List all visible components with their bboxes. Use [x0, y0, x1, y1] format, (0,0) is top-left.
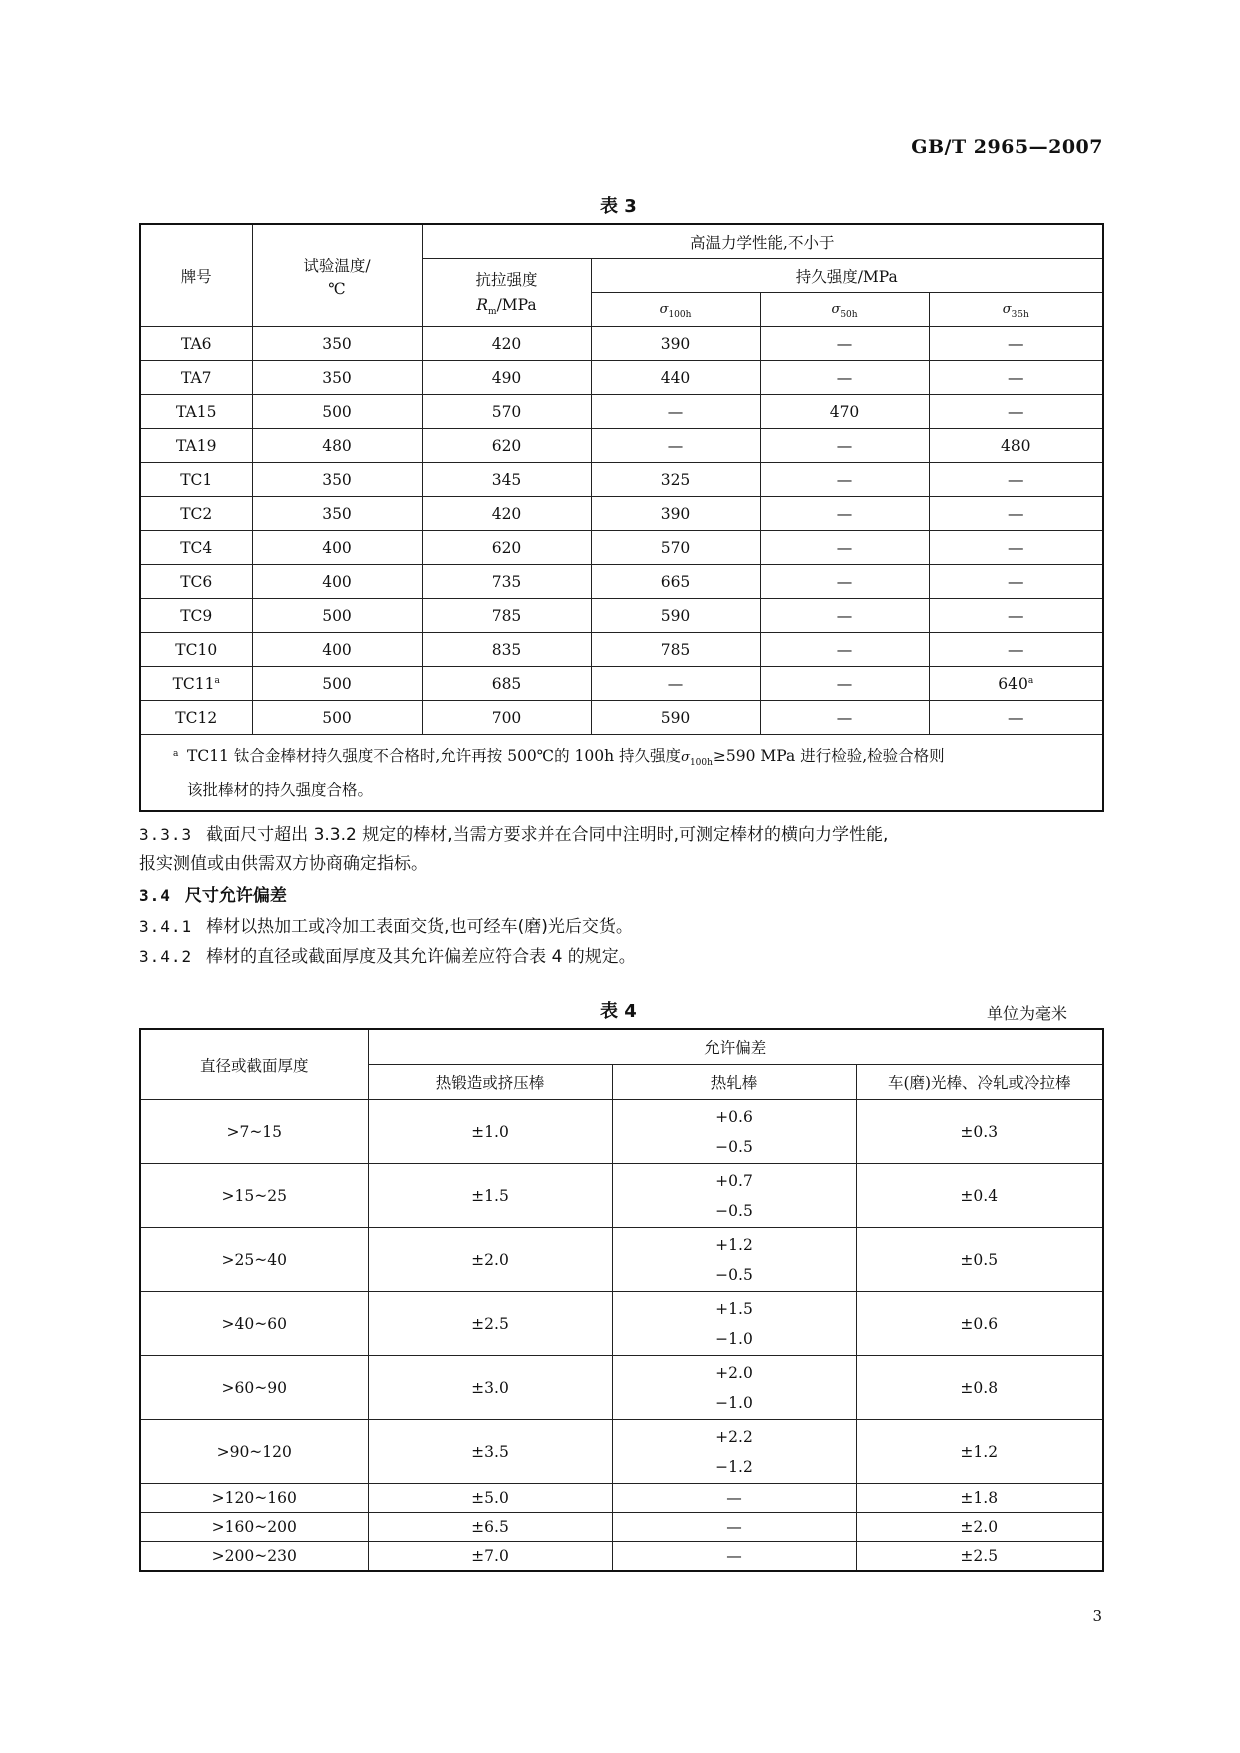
th-test-temp-line2: ℃	[328, 279, 346, 298]
cell-s35: —	[929, 497, 1103, 531]
grade-text: TC4	[180, 538, 213, 557]
cell-s100: 590	[591, 599, 760, 633]
cell-machined: ±2.0	[856, 1513, 1103, 1542]
table-row	[140, 633, 1103, 667]
footnote-text-1: TC11 钛合金棒材持久强度不合格时,允许再按 500℃的 100h 持久强度	[187, 747, 682, 765]
cell-s100: 390	[591, 327, 760, 361]
cell-grade	[140, 429, 252, 463]
sigma-50h-sub: 50h	[840, 310, 858, 321]
cell-dimension: >160~200	[140, 1513, 368, 1542]
cell-grade	[140, 463, 252, 497]
cell-grade	[140, 599, 252, 633]
cell-machined: ±0.8	[856, 1356, 1103, 1420]
cell-rm: 490	[422, 361, 591, 395]
sigma-35h-sub: 35h	[1011, 310, 1029, 321]
table-row	[140, 701, 1103, 735]
table-row	[140, 1542, 1103, 1572]
cell-grade	[140, 327, 252, 361]
table4-unit-note: 单位为毫米	[987, 1004, 1068, 1023]
cell-rm: 835	[422, 633, 591, 667]
cell-s100: —	[591, 429, 760, 463]
th-creep: 持久强度/MPa	[591, 259, 1103, 293]
cell-rm: 345	[422, 463, 591, 497]
cell-s50: —	[760, 667, 929, 701]
cell-s100: —	[591, 667, 760, 701]
cell-s100: 785	[591, 633, 760, 667]
cell-s50: —	[760, 361, 929, 395]
table-row	[140, 1228, 1103, 1292]
sigma-symbol: σ	[681, 750, 690, 765]
clause-number: 3.4.1	[139, 917, 193, 936]
table3-footnote-row	[140, 735, 1103, 812]
footnote-sigma-sub: 100h	[689, 758, 713, 769]
footnote-text-2: ≥590 MPa 进行检验,检验合格则	[712, 747, 945, 765]
sigma-100h-sub: 100h	[668, 310, 692, 321]
cell-forged: ±1.5	[368, 1164, 612, 1228]
rolled-minus: −0.5	[715, 1265, 753, 1284]
cell-s35: —	[929, 531, 1103, 565]
grade-text: TA6	[180, 334, 212, 353]
cell-rm: 785	[422, 599, 591, 633]
cell-s35: —	[929, 633, 1103, 667]
cell-temp: 480	[252, 429, 422, 463]
cell-s50: —	[760, 497, 929, 531]
rolled-minus: −0.5	[715, 1137, 753, 1156]
grade-text: TC2	[180, 504, 213, 523]
s35-value: 640	[998, 674, 1028, 693]
cell-rm: 700	[422, 701, 591, 735]
cell-s100: 325	[591, 463, 760, 497]
th-allowed-deviation: 允许偏差	[368, 1029, 1103, 1065]
th-forged: 热锻造或挤压棒	[368, 1065, 612, 1100]
table-row	[140, 667, 1103, 701]
page-number: 3	[1092, 1607, 1102, 1625]
cell-temp: 350	[252, 463, 422, 497]
grade-text: TC10	[175, 640, 218, 659]
footnote-mark: a	[1027, 675, 1034, 686]
table3-caption: 表 3	[600, 196, 637, 217]
cell-forged: ±6.5	[368, 1513, 612, 1542]
grade-text: TC9	[180, 606, 213, 625]
cell-temp: 500	[252, 701, 422, 735]
grade-text: TC11	[172, 674, 215, 693]
cell-forged: ±2.0	[368, 1228, 612, 1292]
cell-temp: 400	[252, 565, 422, 599]
cell-rolled	[612, 1292, 856, 1356]
cell-dimension: >25~40	[140, 1228, 368, 1292]
cell-forged: ±5.0	[368, 1484, 612, 1513]
table-row	[140, 361, 1103, 395]
th-grade: 牌号	[140, 224, 252, 327]
cell-s35: —	[929, 361, 1103, 395]
footnote-mark: a	[214, 675, 220, 686]
th-tensile-line2	[423, 296, 591, 317]
cell-forged: ±1.0	[368, 1100, 612, 1164]
cell-dimension: >200~230	[140, 1542, 368, 1572]
th-tensile-line1: 抗拉强度	[475, 270, 538, 289]
cell-grade	[140, 701, 252, 735]
cell-s50: —	[760, 463, 929, 497]
table-row	[140, 1420, 1103, 1484]
th-sigma-100h	[591, 293, 760, 327]
table-row	[140, 565, 1103, 599]
cell-dimension: >90~120	[140, 1420, 368, 1484]
cell-rolled: —	[612, 1542, 856, 1572]
th-sigma-35h	[929, 293, 1103, 327]
cell-machined: ±0.6	[856, 1292, 1103, 1356]
cell-s100: 590	[591, 701, 760, 735]
cell-machined: ±0.3	[856, 1100, 1103, 1164]
grade-text: TA19	[176, 436, 217, 455]
standard-number: GB/T 2965—2007	[911, 136, 1103, 158]
cell-forged: ±2.5	[368, 1292, 612, 1356]
cell-s50: —	[760, 531, 929, 565]
th-high-temp-props: 高温力学性能,不小于	[422, 224, 1103, 259]
th-sigma-50h	[760, 293, 929, 327]
th-machined: 车(磨)光棒、冷轧或冷拉棒	[856, 1065, 1103, 1100]
cell-s100: 440	[591, 361, 760, 395]
cell-s35: —	[929, 599, 1103, 633]
table3-footnote	[140, 735, 1103, 812]
section-number: 3.4	[139, 886, 171, 905]
table-row	[140, 1484, 1103, 1513]
clause-number: 3.4.2	[139, 947, 193, 966]
cell-rolled	[612, 1100, 856, 1164]
table-row	[140, 327, 1103, 361]
cell-rm: 620	[422, 531, 591, 565]
table-row	[140, 1292, 1103, 1356]
clause-3-4-1	[139, 912, 1111, 942]
cell-s100: 665	[591, 565, 760, 599]
table-row	[140, 1164, 1103, 1228]
cell-dimension: >7~15	[140, 1100, 368, 1164]
cell-s50: —	[760, 633, 929, 667]
cell-grade	[140, 497, 252, 531]
cell-forged: ±3.0	[368, 1356, 612, 1420]
cell-s35: —	[929, 565, 1103, 599]
clause-text: 棒材的直径或截面厚度及其允许偏差应符合表 4 的规定。	[206, 947, 636, 967]
sigma-symbol: σ	[1002, 301, 1012, 317]
table-row	[140, 531, 1103, 565]
th-test-temp-line1: 试验温度/	[303, 256, 371, 275]
cell-forged: ±3.5	[368, 1420, 612, 1484]
sigma-symbol: σ	[831, 301, 841, 317]
cell-grade	[140, 667, 252, 701]
cell-s35: 480	[929, 429, 1103, 463]
cell-s50: 470	[760, 395, 929, 429]
section-3-4-heading	[139, 881, 1111, 911]
cell-rolled: —	[612, 1484, 856, 1513]
table-row	[140, 1100, 1103, 1164]
table-row	[140, 497, 1103, 531]
cell-temp: 400	[252, 633, 422, 667]
clause-text: 报实测值或由供需双方协商确定指标。	[139, 854, 428, 874]
rolled-plus: +0.7	[715, 1171, 753, 1190]
table-row	[140, 429, 1103, 463]
cell-temp: 500	[252, 599, 422, 633]
rolled-minus: −1.0	[715, 1393, 753, 1412]
table-row	[140, 599, 1103, 633]
cell-forged: ±7.0	[368, 1542, 612, 1572]
cell-s100: 390	[591, 497, 760, 531]
cell-temp: 350	[252, 497, 422, 531]
footnote-mark: a	[173, 749, 179, 759]
rolled-plus: +1.2	[715, 1235, 753, 1254]
clause-number: 3.3.3	[139, 825, 193, 844]
clause-text: 棒材以热加工或冷加工表面交货,也可经车(磨)光后交货。	[206, 917, 633, 937]
cell-rm: 685	[422, 667, 591, 701]
cell-grade	[140, 565, 252, 599]
th-dimension: 直径或截面厚度	[140, 1029, 368, 1100]
cell-temp: 350	[252, 327, 422, 361]
rolled-plus: +2.2	[715, 1427, 753, 1446]
cell-grade	[140, 633, 252, 667]
cell-rolled	[612, 1164, 856, 1228]
cell-s100: 570	[591, 531, 760, 565]
cell-s35: —	[929, 463, 1103, 497]
cell-dimension: >60~90	[140, 1356, 368, 1420]
cell-grade	[140, 531, 252, 565]
cell-s35: —	[929, 327, 1103, 361]
cell-temp: 400	[252, 531, 422, 565]
sigma-symbol: σ	[659, 301, 669, 317]
rolled-plus: +1.5	[715, 1299, 753, 1318]
cell-machined: ±1.2	[856, 1420, 1103, 1484]
clause-3-3-3	[139, 820, 1111, 879]
cell-s35: —	[929, 701, 1103, 735]
table3	[139, 223, 1104, 812]
grade-text: TA7	[180, 368, 212, 387]
section-title: 尺寸允许偏差	[184, 886, 287, 906]
rolled-minus: −1.0	[715, 1329, 753, 1348]
cell-temp: 500	[252, 667, 422, 701]
table4-caption: 表 4	[600, 1001, 637, 1022]
cell-grade	[140, 361, 252, 395]
cell-temp: 500	[252, 395, 422, 429]
grade-text: TC12	[175, 708, 218, 727]
table-row	[140, 1513, 1103, 1542]
cell-s50: —	[760, 429, 929, 463]
cell-dimension: >40~60	[140, 1292, 368, 1356]
cell-dimension: >15~25	[140, 1164, 368, 1228]
cell-rolled	[612, 1228, 856, 1292]
grade-text: TC1	[180, 470, 213, 489]
table-row	[140, 395, 1103, 429]
th-test-temp	[252, 224, 422, 327]
cell-temp: 350	[252, 361, 422, 395]
cell-machined: ±0.4	[856, 1164, 1103, 1228]
rm-unit: /MPa	[496, 295, 537, 314]
cell-grade	[140, 395, 252, 429]
cell-machined: ±0.5	[856, 1228, 1103, 1292]
cell-s35	[929, 667, 1103, 701]
cell-machined: ±1.8	[856, 1484, 1103, 1513]
rm-sub: m	[488, 307, 497, 318]
cell-machined: ±2.5	[856, 1542, 1103, 1572]
th-tensile	[422, 259, 591, 327]
rolled-minus: −1.2	[715, 1457, 753, 1476]
rolled-plus: +2.0	[715, 1363, 753, 1382]
cell-rm: 420	[422, 327, 591, 361]
cell-s50: —	[760, 701, 929, 735]
table-row	[140, 1356, 1103, 1420]
cell-rm: 620	[422, 429, 591, 463]
footnote-text-3: 该批棒材的持久强度合格。	[187, 781, 374, 800]
clause-3-4-2	[139, 942, 1111, 972]
grade-text: TA15	[176, 402, 217, 421]
cell-s35: —	[929, 395, 1103, 429]
cell-s100: —	[591, 395, 760, 429]
cell-rm: 570	[422, 395, 591, 429]
cell-s50: —	[760, 327, 929, 361]
cell-dimension: >120~160	[140, 1484, 368, 1513]
cell-s50: —	[760, 565, 929, 599]
cell-rolled	[612, 1420, 856, 1484]
rm-symbol: R	[476, 295, 489, 314]
clause-text: 截面尺寸超出 3.3.2 规定的棒材,当需方要求并在合同中注明时,可测定棒材的横向力学性能,	[206, 825, 889, 845]
cell-rolled: —	[612, 1513, 856, 1542]
cell-rm: 735	[422, 565, 591, 599]
table4	[139, 1028, 1104, 1572]
rolled-minus: −0.5	[715, 1201, 753, 1220]
cell-rm: 420	[422, 497, 591, 531]
grade-text: TC6	[180, 572, 213, 591]
cell-s50: —	[760, 599, 929, 633]
cell-rolled	[612, 1356, 856, 1420]
th-hot-rolled: 热轧棒	[612, 1065, 856, 1100]
table-row	[140, 463, 1103, 497]
rolled-plus: +0.6	[715, 1107, 753, 1126]
